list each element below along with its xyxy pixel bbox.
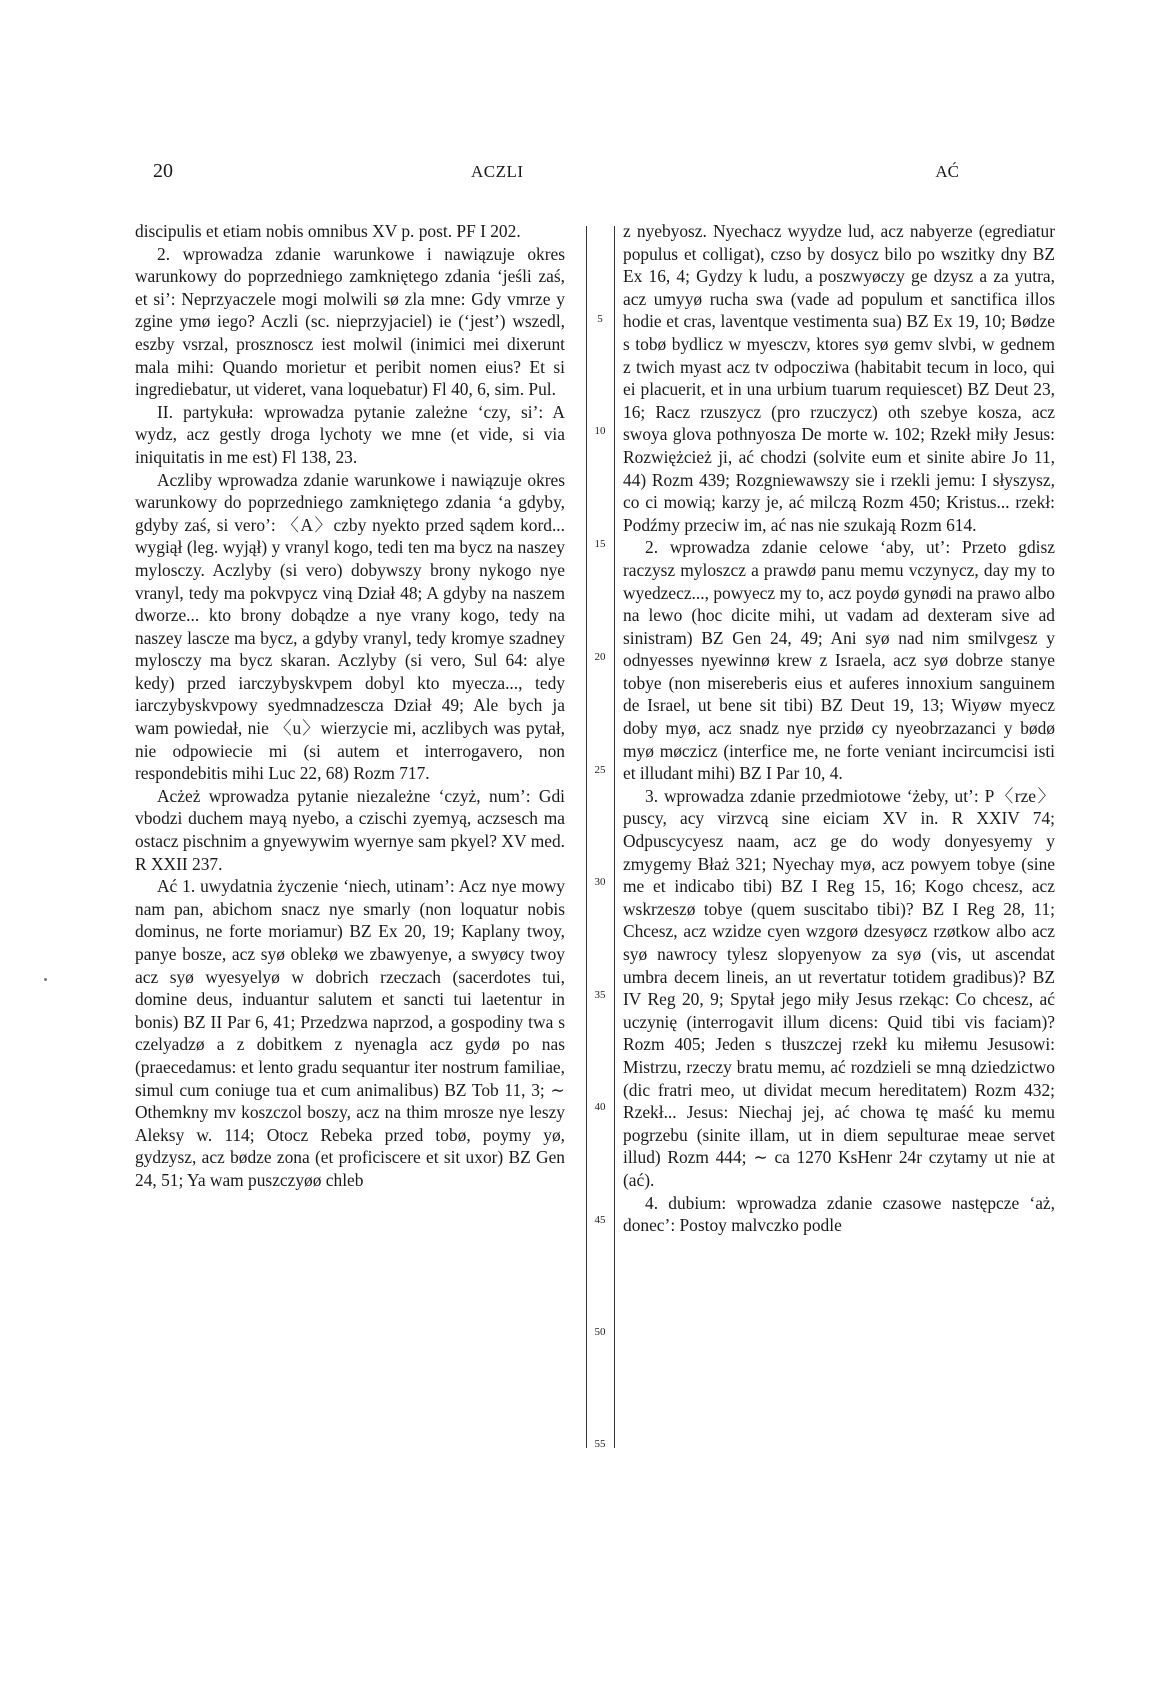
left-headword: ACZLI [471,162,524,181]
line-number: 30 [594,876,606,888]
entry-aczliby: Aczliby wprowadza zdanie warunkowe i nawiązuje okres warunkowy do poprzedniego zamkniętego zdania ‘a gdyby, gdyby zaś, si vero’: 〈A〉czby nyekto przed sądem kord... wygiął (leg. wyjął) y vranyl kogo, tedi ten ma bycz na naszey mylosczy. Aczlyby (si vero) dobywszy brony nykogo nye vranyl, tedy ma pokvpycz viną Dział 48; A gdyby na naszem dworze... kto brony dobądze a nye vrany kogo, tedy na naszey lascze ma bycz, a gdyby vranyl, tedy kromye szadney mylosczy ma bycz skaran. Aczlyby (si vero, Sul 64: alye kedy) przed iarczybyskvpem dobyl kto myecza..., tedy iarczybyskvpowy syedmnadzescza Dział 49; Ale bych ja wam powiedał, nie 〈u〉wierzycie mi, aczlibych was pytał, nie odpowiecie mi (si autem et interrogavero, non respondebitis mihi Luc 22, 68) Rozm 717. [135,469,565,784]
page-number: 20 [153,160,173,182]
paragraph: 2. wprowadza zdanie warunkowe i nawiązuje okres warunkowy do poprzedniego zamkniętego zdania ‘jeśli zaś, et si’: Neprzyaczele mogi molwili sø zla mne: Gdy vmrze y zgine ymø iego? Aczli (sc. nieprzyjaciel) ie (‘jest’) wszedl, eszby vsrzal, prosznoscz iest molwil (inimici mei dixerunt mala mihi: Quando morietur et peribit nomen eius? Et si ingrediebatur, ut videret, vana loquebatur) Fl 40, 6, sim. Pul. [135,243,565,400]
line-number: 10 [594,425,606,437]
left-column [135,220,565,1192]
gutter-rule-left [586,226,587,1448]
paragraph: 4. dubium: wprowadza zdanie czasowe następcze ‘aż, donec’: Postoy malvczko podle [623,1192,1055,1236]
entry-aczez: Acżeż wprowadza pytanie niezależne ‘czyż, num’: Gdi vbodzi duchem mayą nyebo, a czischi zyemyą, aczsesch ma ostacz pischnim a gnyewywim wyernye sam pkyel? XV med. R XXII 237. [135,785,565,874]
paragraph: 2. wprowadza zdanie celowe ‘aby, ut’: Przeto gdisz raczysz myloszcz a prawdø panu memu vczynycz, day my to wyedzecz..., powyecz my to, acz poydø gynødi na prawo albo na lewo (hoc dicite mihi, ut vadam ad dexteram sive ad sinistram) BZ Gen 24, 49; Ani syø nad nim smilvgesz y odnyesses nyewinnø krew z Israela, acz syø dobrze stanye tobye (non misereberis eius et auferes innoxium sanguinem de Israel, ut bene sit tibi) BZ Deut 19, 13; Wiyøw myecz doby myø, acz snadz nye przidø cy nyeobrzazanci y bødø myø møczicz (interfice me, ne forte veniant incircumcisi isti et illudant mihi) BZ I Par 10, 4. [623,537,1055,784]
line-number: 5 [597,313,603,325]
line-number: 20 [594,651,606,663]
entry-ac: Ać 1. uwydatnia życzenie ‘niech, utinam’: Acz nye mowy nam pan, abichom snacz nye smarly (non loquatur nobis dominus, ne forte moriamur) BZ Ex 20, 19; Kaplany twoy, panye bosze, acz syø oblekø we zbawyenye, a swyøcy twoy acz syø wyesyelyø w dobrich rzeczach (sacerdotes tui, domine deus, induantur salutem et sancti tui laetentur in bonis) BZ II Par 6, 41; Przedzwa naprzod, a gospodiny twa s czelyadzø a z dobitkem z nyenagla acz gydø po nas (praecedamus: et lento gradu sequantur iter nostrum familiae, simul cum coniuge tua et cum animalibus) BZ Tob 11, 3; ∼ Othemkny mv koszczol boszy, acz na thim mrosze nye leszy Aleksy w. 114; Otocz Rebeka przed tobø, poymy yø, gydzysz, acz bødze zona (et proficiscere et sit uxor) BZ Gen 24, 51; Ya wam puszczyøø chleb [135,876,565,1190]
scan-speck [44,978,47,981]
paragraph: discipulis et etiam nobis omnibus XV p. post. PF I 202. [135,221,521,241]
line-number: 35 [594,989,606,1001]
paragraph: 3. wprowadza zdanie przedmiotowe ‘żeby, ut’: P〈rze〉puscy, acy virzvcą sine eiciam XV in. R XXIV 74; Odpuscycyesz naam, acz ge do wody donyesyemy y zmygemy Błaż 321; Nyechay myø, acz powyem tobye (sine me et indicabo tibi) BZ I Reg 15, 16; Kogo chcesz, acz wskrzeszø tobye (quem suscitabo tibi)? BZ I Reg 28, 11; Chcesz, acz wzidze cyen wzgorø dzesyøcz rzøtkow albo acz syø nawrocy tylesz slopyenyow za syø (vis, ut ascendat umbra decem lineis, an ut revertatur totidem gradibus)? BZ IV Reg 20, 9; Spytał jego miły Jesus rzekąc: Co chcesz, ać uczynię (interrogavit illum dicens: Quid tibi vis faciam)? Rozm 405; Jeden s tłuszczej rzekł ku miłemu Jesusowi: Mistrzu, rzeczy bratu memu, ać rozdzieli se mną dziedzictwo (dic fratri meo, ut dividat mecum hereditatem) Rozm 432; Rzekł... Jesus: Niechaj jej, ać chowa tę maść ku memu pogrzebu (sinite illam, ut in diem sepulturae meae servet illud) Rozm 444; ∼ ca 1270 KsHenr 24r czytamy ut nie at (ać). [623,785,1055,1190]
paragraph: II. partykuła: wprowadza pytanie zależne ‘czy, si’: A wydz, acz gestly droga lychoty we mne (et vide, si via iniquitatis in me est) Fl 138, 23. [135,401,565,467]
running-header [138,160,1033,190]
right-column [623,220,1055,1237]
line-number: 25 [594,764,606,776]
paragraph: z nyebyosz. Nyechacz wyydze lud, acz nabyerze (egrediatur populus et colligat), czso by dosycz bilo po wszitky dny BZ Ex 16, 4; Gydzy k ludu, a poszwyøczy ge dzysz a za yutra, acz umyyø rucha swa (vade ad populum et sanctifica illos hodie et cras, laventque vestimenta sua) BZ Ex 19, 10; Bødze s tobø bydlicz w myesczv, ktores syø gemv slvbi, w gednem z twich myast acz tv odpocziwa (habitabit tecum in loco, qui ei placuerit, et in una urbium tuarum requiescet) BZ Deut 23, 16; Racz rzuszycz (pro rzuczycz) oth szebye kosza, acz swoya glova pothnyosza De morte w. 102; Rzekł miły Jesus: Rozwiężcież ji, ać chodzi (solvite eum et sinite abire Jo 11, 44) Rozm 439; Rozgniewawszy sie i rzekli jemu: I słyszysz, co ci mowią; karzy je, ać milczą Rozm 450; Kristus... rzekł: Podźmy przeciw im, ać nas nie szukają Rozm 614. [623,221,1055,535]
line-number: 40 [594,1101,606,1113]
line-number: 15 [594,538,606,550]
line-number: 45 [594,1214,606,1226]
right-headword: AĆ [935,162,959,181]
gutter-rule-right [614,226,615,1448]
line-number: 50 [594,1326,606,1338]
line-number: 55 [594,1438,606,1450]
